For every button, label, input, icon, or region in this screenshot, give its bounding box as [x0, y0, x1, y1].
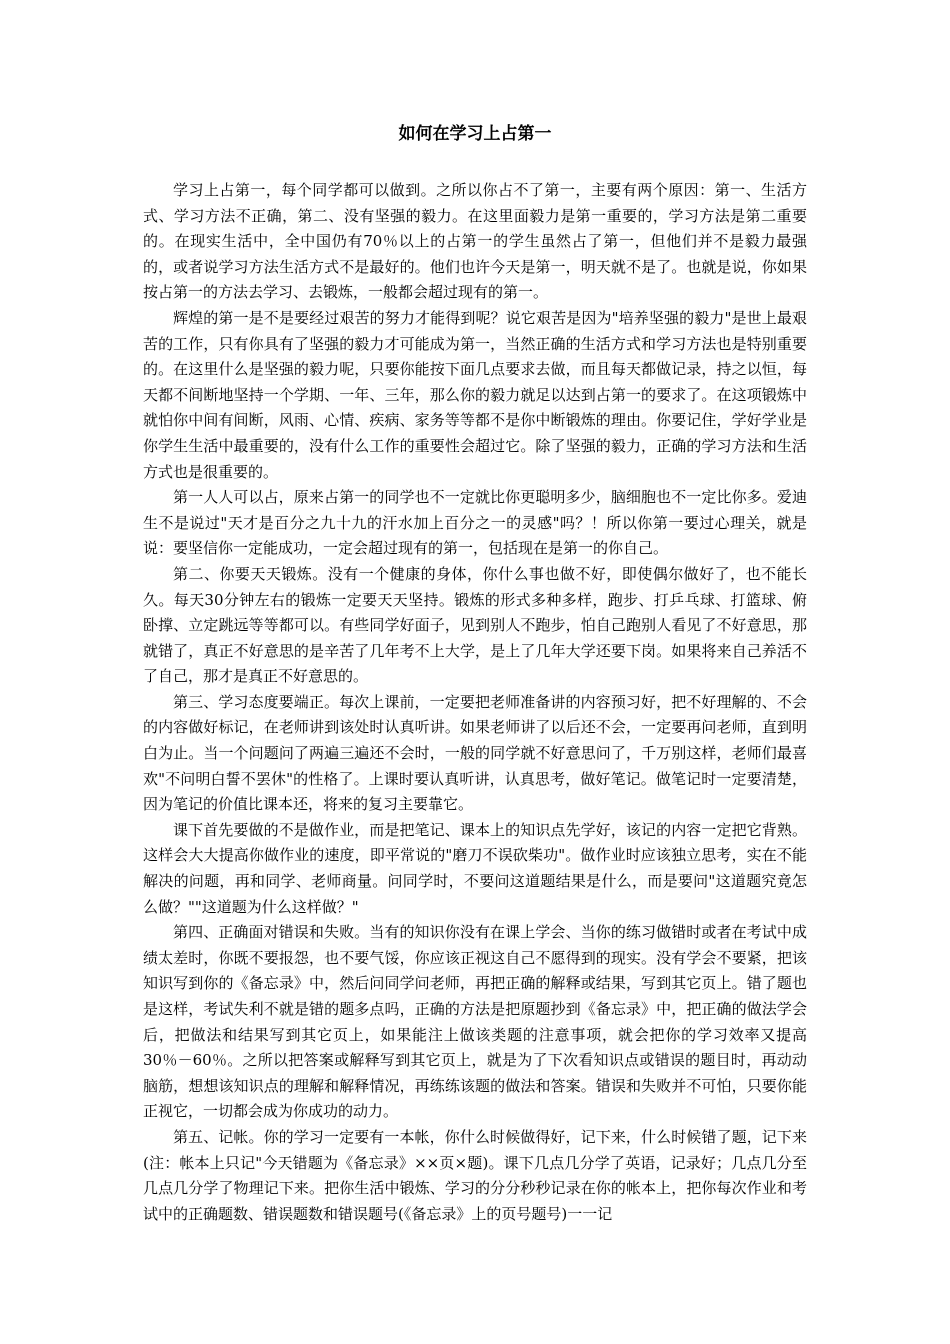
paragraph: 第二、你要天天锻炼。没有一个健康的身体，你什么事也做不好，即使偶尔做好了，也不能长久。每天30分钟左右的锻炼一定要天天坚持。锻炼的形式多种多样，跑步、打乒乓球、打篮球、俯卧撑、立定跳远等等都可以。有些同学好面子，见到别人不跑步，怕自己跑别人看见了不好意思，那就错了，真正不好意思的是辛苦了几年考不上大学，是上了几年大学还要下岗。如果将来自己养活不了自己，那才是真正不好意思的。: [143, 564, 807, 686]
paragraph: 课下首先要做的不是做作业，而是把笔记、课本上的知识点先学好，该记的内容一定把它背熟。这样会大大提高你做作业的速度，即平常说的"磨刀不误砍柴功"。做作业时应该独立思考，实在不能解决的问题，再和同学、老师商量。问同学时，不要问这道题结果是什么，而是要问"这道题究竟怎么做？""这道题为什么这样做？": [143, 820, 807, 916]
document-title: 如何在学习上占第一: [398, 124, 552, 144]
document-body: [143, 178, 807, 1227]
paragraph: 第一人人可以占，原来占第一的同学也不一定就比你更聪明多少，脑细胞也不一定比你多。爱迪生不是说过"天才是百分之九十九的汗水加上百分之一的灵感"吗？！所以你第一要过心理关，就是说：要坚信你一定能成功，一定会超过现有的第一，包括现在是第一的你自己。: [143, 488, 807, 558]
paragraph: 学习上占第一，每个同学都可以做到。之所以你占不了第一，主要有两个原因：第一、生活方式、学习方法不正确，第二、没有坚强的毅力。在这里面毅力是第一重要的，学习方法是第二重要的。在现实生活中，全中国仍有70％以上的占第一的学生虽然占了第一，但他们并不是毅力最强的，或者说学习方法生活方式不是最好的。他们也许今天是第一，明天就不是了。也就是说，你如果按占第一的方法去学习、去锻炼，一般都会超过现有的第一。: [143, 181, 807, 302]
paragraph: 辉煌的第一是不是要经过艰苦的努力才能得到呢？说它艰苦是因为"培养坚强的毅力"是世上最艰苦的工作，只有你具有了坚强的毅力才可能成为第一，当然正确的生活方式和学习方法也是特别重要的。在这里什么是坚强的毅力呢，只要你能按下面几点要求去做，而且每天都做记录，持之以恒，每天都不间断地坚持一个学期、一年、三年，那么你的毅力就足以达到占第一的要求了。在这项锻炼中就怕你中间有间断，风雨、心情、疾病、家务等等都不是你中断锻炼的理由。你要记住，学好学业是你学生生活中最重要的，没有什么工作的重要性会超过它。除了坚强的毅力，正确的学习方法和生活方式也是很重要的。: [143, 308, 807, 481]
paragraph: 第五、记帐。你的学习一定要有一本帐，你什么时候做得好，记下来，什么时候错了题，记下来(注：帐本上只记"今天错题为《备忘录》××页×题)。课下几点几分学了英语，记录好；几点几分至几点几分学了物理记下来。把你生活中锻炼、学习的分分秒秒记录在你的帐本上，把你每次作业和考试中的正确题数、错误题数和错误题号(《备忘录》上的页号题号)一一记: [143, 1127, 807, 1223]
paragraph: 第四、正确面对错误和失败。当有的知识你没有在课上学会、当你的练习做错时或者在考试中成绩太差时，你既不要报怨，也不要气馁，你应该正视这自己不愿得到的现实。没有学会不要紧，把该知识写到你的《备忘录》中，然后问同学问老师，再把正确的解释或结果，写到其它页上。错了题也是这样，考试失利不就是错的题多点吗，正确的方法是把原题抄到《备忘录》中，把正确的做法学会后，把做法和结果写到其它页上，如果能注上做该类题的注意事项，就会把你的学习效率又提高30％－60％。之所以把答案或解释写到其它页上，就是为了下次看知识点或错误的题目时，再动动脑筋，想想该知识点的理解和解释情况，再练练该题的做法和答案。错误和失败并不可怕，只要你能正视它，一切都会成为你成功的动力。: [143, 923, 807, 1121]
paragraph: 第三、学习态度要端正。每次上课前，一定要把老师准备讲的内容预习好，把不好理解的、不会的内容做好标记，在老师讲到该处时认真听讲。如果老师讲了以后还不会，一定要再问老师，直到明白为止。当一个问题问了两遍三遍还不会时，一般的同学就不好意思问了，千万别这样，老师们最喜欢"不问明白誓不罢休"的性格了。上课时要认真听讲，认真思考，做好笔记。做笔记时一定要清楚，因为笔记的价值比课本还，将来的复习主要靠它。: [143, 692, 807, 814]
